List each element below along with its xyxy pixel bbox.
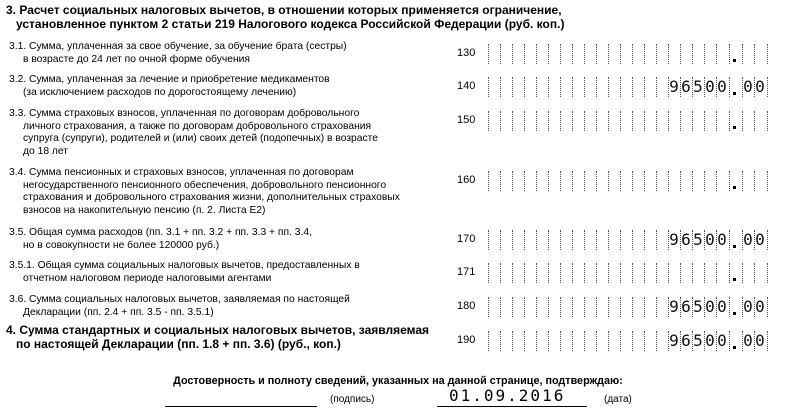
digit: 0 [743,230,753,249]
row-label-line: 3.1. Сумма, уплаченная за свое обучение, за обучение брата (сестры) [9,41,347,52]
digit: 5 [693,297,703,316]
digit: 0 [755,230,765,249]
row-label-line: по настоящей Декларации (пп. 1.8 + пп. 3.6) (руб., коп.) [16,337,341,351]
row-label-line: 3.3. Сумма страховых взносов, уплаченная по договорам добровольного [9,108,360,119]
row-code: 180 [457,300,476,312]
row-code: 130 [457,47,476,59]
digit-cell [754,263,768,283]
row-label-line: 3.6. Сумма социальных налоговых вычетов, заявляемая по настоящей [9,294,350,305]
digit-cell [716,263,730,283]
row-label-line: негосударственного пенсионного обеспечения, добровольного пенсионного [23,179,387,191]
row-code: 160 [457,174,476,186]
row-label-line: 3.2. Сумма, уплаченная за лечение и приобретение медикаментов [9,74,330,85]
confirmation-text: Достоверность и полноту сведений, указанных на данной странице, подтверждаю: [173,375,623,387]
digit: 0 [717,230,727,249]
row-label [9,227,439,252]
digit: 9 [669,230,679,249]
row-code: 150 [457,114,476,126]
digit: 9 [669,297,679,316]
digit: 6 [681,297,691,316]
row-label [9,41,439,66]
row-label-line: взносов на накопительную пенсию (п. 2. Листа Е2) [23,204,266,216]
digit: 0 [717,297,727,316]
digit: 0 [743,331,753,350]
signature-caption: (подпись) [330,394,375,405]
digit: 6 [681,230,691,249]
decimal-point [733,126,736,129]
section-3-header [6,3,706,31]
row-label-line: в возрасте до 24 лет по очной форме обучения [23,53,250,65]
digit: 0 [705,331,715,350]
signature-field[interactable] [165,406,317,407]
digit: 9 [669,77,679,96]
digit-cell [716,111,730,131]
row-code: 140 [457,80,476,92]
row-label-line: но в совокупности не более 120000 руб.) [23,239,220,251]
digit: 0 [755,331,765,350]
row-label [9,74,439,99]
digit: 0 [755,77,765,96]
digit: 0 [705,77,715,96]
digit: 0 [743,297,753,316]
digit: 0 [705,230,715,249]
row-label [6,323,436,351]
row-label-line: супруга (супруги), родителей и (или) своих детей (подопечных) в возрасте [23,133,378,145]
section-3-title-line1: 3. Расчет социальных налоговых вычетов, в отношении которых применяется ограничение, [6,3,562,17]
row-label [9,294,439,319]
row-code: 190 [457,334,476,346]
row-label-line: 4. Сумма стандартных и социальных налоговых вычетов, заявляемая [6,323,430,337]
decimal-point [733,92,736,95]
digit-cell [716,171,730,191]
date-field[interactable]: 01.09.2016 [449,386,566,405]
row-label-line: 3.4. Сумма пенсионных и страховых взносов, уплаченная по договорам [9,167,354,178]
decimal-point [733,346,736,349]
digit: 0 [717,331,727,350]
digit-cell [754,111,768,131]
digit: 6 [681,77,691,96]
decimal-point [733,278,736,281]
row-label-line: отчетном налоговом периоде налоговыми агентами [23,272,272,284]
row-code: 170 [457,233,476,245]
digit: 0 [717,77,727,96]
decimal-point [733,186,736,189]
digit-cell [754,44,768,64]
section-3-title-line2: установленное пунктом 2 статьи 219 Налогового кодекса Российской Федерации (руб. коп.) [16,17,565,31]
digit-cell [754,171,768,191]
row-label-line: страхования и добровольного страхования жизни, дополнительных страховых [23,192,400,204]
digit-cell [716,44,730,64]
decimal-point [733,245,736,248]
date-field-line [437,406,587,407]
digit: 9 [669,331,679,350]
digit: 5 [693,230,703,249]
digit: 5 [693,77,703,96]
digit: 5 [693,331,703,350]
digit: 0 [755,297,765,316]
digit: 6 [681,331,691,350]
decimal-point [733,312,736,315]
date-caption: (дата) [604,394,632,405]
row-label-line: 3.5. Общая сумма расходов (пп. 3.1 + пп. 3.2 + пп. 3.3 + пп. 3.4, [9,227,312,238]
decimal-point [733,59,736,62]
row-label-line: (за исключением расходов по дорогостоящему лечению) [23,86,297,98]
row-label [9,260,439,285]
row-label-line: 3.5.1. Общая сумма социальных налоговых вычетов, предоставленных в [9,260,360,271]
digit: 0 [743,77,753,96]
row-label-line: до 18 лет [23,145,69,157]
row-label [9,167,439,217]
row-label [9,108,439,158]
digit: 0 [705,297,715,316]
row-label-line: личного страхования, а также по договорам добровольного страхования [23,120,372,132]
row-label-line: Декларации (пп. 2.4 + пп. 3.5 - пп. 3.5.1) [23,306,214,318]
row-code: 171 [457,266,476,278]
